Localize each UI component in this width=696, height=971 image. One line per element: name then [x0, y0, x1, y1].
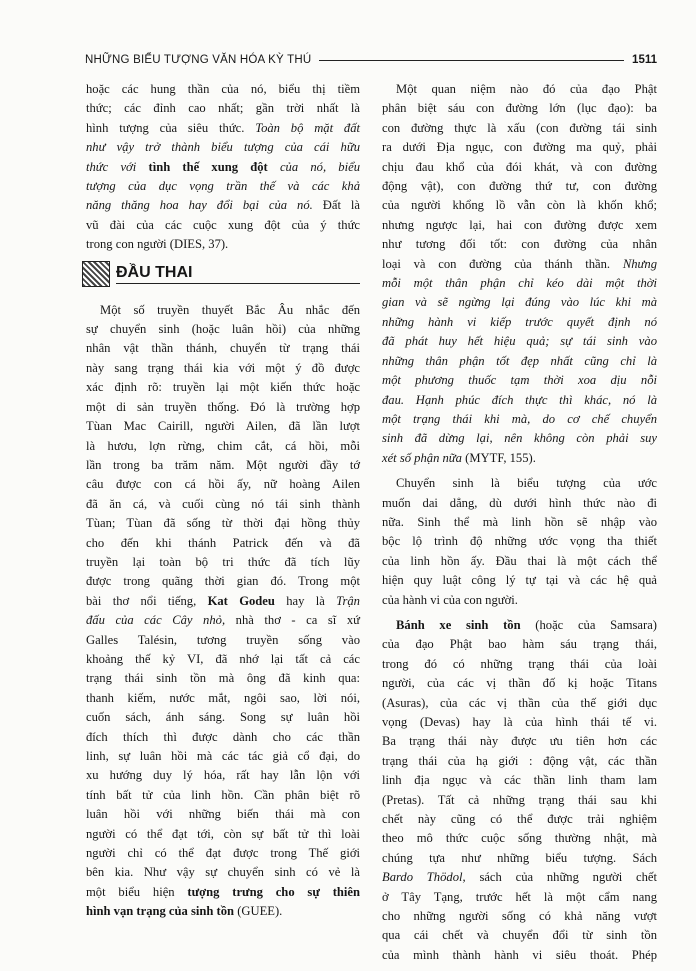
text-line: nữa. Sinh thể mà linh hồn sẽ nhập vào [382, 514, 657, 529]
text-line: đích thích thì được dành cho các thần [86, 729, 360, 744]
text-line: muốn dai dẳng, dù dưới hình thức nào đi [382, 495, 657, 510]
text-line: vọng (Devas) hay là của hình thái tế vi. [382, 715, 657, 729]
text-line: linh, sự luân hồi mà các tác giả cổ đại, do [86, 749, 360, 763]
text-line: của linh hồn ấy. Đầu thai là một cách thể [382, 553, 657, 568]
text-line: Một số truyền thuyết Bắc Âu nhắc đến [100, 302, 360, 317]
text-line: Tùan Mac Cairill, người Ailen, đã lần lượt [86, 419, 360, 434]
text-line: hình tượng của siêu thức. Toàn bộ mặt đất [86, 120, 361, 135]
text-line: một di sản truyền thống. Đó là trường hợp [86, 399, 360, 414]
text-line: của mình thành hành vi siêu thoát. Phép [382, 947, 657, 962]
page-number: 1511 [632, 54, 657, 66]
text-line: loại và con đường của thánh thần. Nhưng [382, 256, 657, 271]
text-line: một biểu hiện tượng trưng cho sự thiên [86, 884, 360, 899]
text-line: ra dưới Địa ngục, con đường ma quỷ, phải [382, 140, 657, 155]
text-line: Một quan niệm nào đó của đạo Phật [396, 82, 657, 96]
section-title: ĐẦU THAI [116, 263, 360, 284]
text-line: những hành vi kiếp trước quyết định nó [382, 314, 657, 329]
text-line: trong con người (DIES, 37). [86, 237, 229, 252]
text-line: một phương thuốc tạm thời xoa dịu nỗi [382, 373, 657, 388]
text-line: hình vạn trạng của sinh tồn (GUEE). [86, 904, 283, 919]
text-line: (Pretas). Tất cả những trạng thái sau khi [382, 792, 657, 807]
text-line: năng thăng hoa hay đổi bại của nó. Đất là [86, 198, 360, 213]
text-line: Bánh xe sinh tồn (hoặc của Samsara) [396, 617, 657, 632]
text-line: luân hồi với những biến thái mà con [86, 807, 360, 822]
text-line: cuốn sách, ánh sáng. Song sự luân hồi [86, 710, 360, 725]
header-rule [319, 60, 624, 61]
text-line: bên kia. Như vậy sự chuyển sinh có vẻ là [86, 865, 360, 880]
text-line: truyền lại toàn bộ tri thức đã tích lũy [86, 554, 360, 569]
text-line: khoảng thế kỷ VI, đã nhớ lại tất cả các [86, 651, 360, 666]
paragraph-earth [86, 80, 360, 255]
left-column [86, 80, 360, 928]
text-line: xu hướng duy lý hóa, rất hay lẫn lộn với [86, 768, 360, 783]
text-line: Galles Talésin, tương truyền sống vào [86, 632, 360, 647]
text-line: con đường thực là xấu (con đường tái sinh [382, 120, 657, 135]
paragraph-reincarnation [86, 301, 360, 922]
text-line: của đạo Phật bao hàm sáu trạng thái, [382, 637, 657, 652]
text-line: Tùan; Tùan đã sống từ thời đại hồng thủy [86, 516, 360, 531]
text-line: mỗi một thân phận chỉ kéo dài một thời [382, 276, 657, 291]
text-line: của hành vi của con người. [382, 592, 518, 607]
text-line: ở Tây Tạng, trước hết là một cẩm nang [382, 889, 657, 904]
section-heading [82, 261, 360, 287]
text-line: câu được con cá hồi ấy, nữ hoàng Ailen [86, 477, 360, 492]
text-line: chịu đau khổ của đói khát, và con đường [382, 159, 657, 174]
text-line: thanh kiếm, nước mắt, ngôi sao, lời nói, [86, 690, 360, 705]
text-line: đã phát huy hết hiệu quả; sự tái sinh vào [382, 334, 657, 349]
text-line: bộc lộ trình độ những ước vọng tha thiết [382, 534, 657, 549]
paragraph-six-paths [382, 80, 657, 468]
text-line: nhưng ngược lại, hai con đường được xem [382, 217, 657, 232]
text-line: vũ đài của các cuộc xung đột của ý thức [86, 217, 360, 232]
text-line: tính bất tử của linh hồn. Cần phân biệt rõ [86, 787, 360, 802]
text-line: xác định rõ: truyền lại một kiến thức hoặc [86, 380, 360, 395]
right-column [382, 80, 657, 971]
text-line: qua cái chết và chuyển đổi từ sinh tồn [382, 928, 657, 943]
text-line: (Asuras), của các vị thần của thế giới dục [382, 695, 657, 710]
text-line: Ba trạng thái này được ưu tiên hơn các [382, 734, 657, 749]
text-line: người chỉ có thể đạt được trong Thế giới [86, 846, 360, 861]
text-line: xét số phận nữa (MYTF, 155). [382, 450, 536, 465]
text-line: như tương đối tốt: con đường của nhân [382, 237, 657, 252]
text-line: thức; các đỉnh cao nhất; gần trời nhất là [86, 101, 360, 116]
running-header [85, 50, 657, 70]
text-line: lần trong ba trăm năm. Một người đầy tớ [86, 457, 360, 472]
text-line: sự chuyển sinh (hoặc luân hồi) của những [86, 322, 360, 337]
text-line: hoặc các hung thần của nó, biểu thị tiềm [86, 82, 360, 96]
text-line: hiện quy luật công lý tự tại và các hệ quả [382, 573, 657, 588]
text-line: đã ăn cá, và cuối cùng nó tái sinh thành [86, 496, 360, 511]
text-line: tượng của dục vọng trần thế và các khả [86, 179, 360, 194]
text-line: người có thể đạt tới, còn sự bất tử thì loài [86, 826, 360, 841]
text-line: trạng thái sinh tồn mà ông đã kinh qua: [86, 671, 360, 686]
text-line: là hươu, lợn rừng, chim cắt, cá hồi, mỗi [86, 438, 360, 453]
text-line: sinh đã dừng lại, nên không còn phải suy [382, 431, 657, 446]
text-line: đấu của các Cây nhỏ, nhà thơ - ca sĩ xứ [86, 613, 360, 628]
text-line: cho những người sống có khả năng vượt [382, 909, 657, 924]
paragraph-wheel [382, 616, 657, 965]
text-line: của người khổng lồ vẫn còn là khốn khổ; [382, 198, 657, 213]
text-line: Bardo Thödol, sách của những người chết [382, 870, 657, 885]
section-ornament-icon [82, 261, 110, 287]
text-line: trong đó có những trạng thái của loài [382, 656, 657, 671]
text-line: cho đến khi thánh Patrick đến và đã [86, 535, 360, 550]
text-line: đau. Hạnh phúc đích thực thì khác, nó là [382, 392, 657, 407]
text-line: như vậy trở thành biểu tượng của cái hữu [86, 140, 360, 155]
paragraph-desire [382, 474, 657, 610]
text-line: động vật), con đường thứ tư, con đường [382, 179, 657, 194]
text-line: gian và sẽ ngừng lại đúng vào lúc khi mà [382, 295, 657, 310]
text-line: chúng tựa như những biểu tượng. Sách [382, 850, 657, 865]
text-line: chết này cũng có thể được trải nghiệm [382, 812, 657, 827]
text-line: một trạng thái khi mà, do cơ chế chuyển [382, 411, 657, 426]
text-line: những thân phận tốt đẹp nhất cũng chỉ là [382, 353, 657, 368]
text-line: người, của các vị thần đố kị hoặc Titans [382, 676, 657, 691]
text-line: trạng thái của hạ giới : động vật, các thần [382, 753, 657, 768]
text-line: phân biệt sáu con đường lớn (lục đạo): ba [382, 101, 657, 116]
running-title: NHỮNG BIỂU TƯỢNG VĂN HÓA KỲ THÚ [85, 54, 312, 66]
text-line: Chuyển sinh là biểu tượng của ước [396, 476, 657, 491]
text-line: này sang trạng thái kia với một ý đồ được [86, 360, 360, 375]
text-line: được trong quãng thời gian đó. Trong một [86, 574, 360, 589]
text-line: theo mô thức cuộc sống thường nhật, mà [382, 831, 657, 846]
text-line: nhân vật thần thánh, chuyển từ trạng thái [86, 341, 360, 356]
text-line: thức với tình thế xung đột của nó, biểu [86, 159, 360, 174]
text-line: bài thơ nổi tiếng, Kat Godeu hay là Trận [86, 593, 360, 608]
text-line: linh địa ngục và các thần linh tham lam [382, 773, 657, 788]
